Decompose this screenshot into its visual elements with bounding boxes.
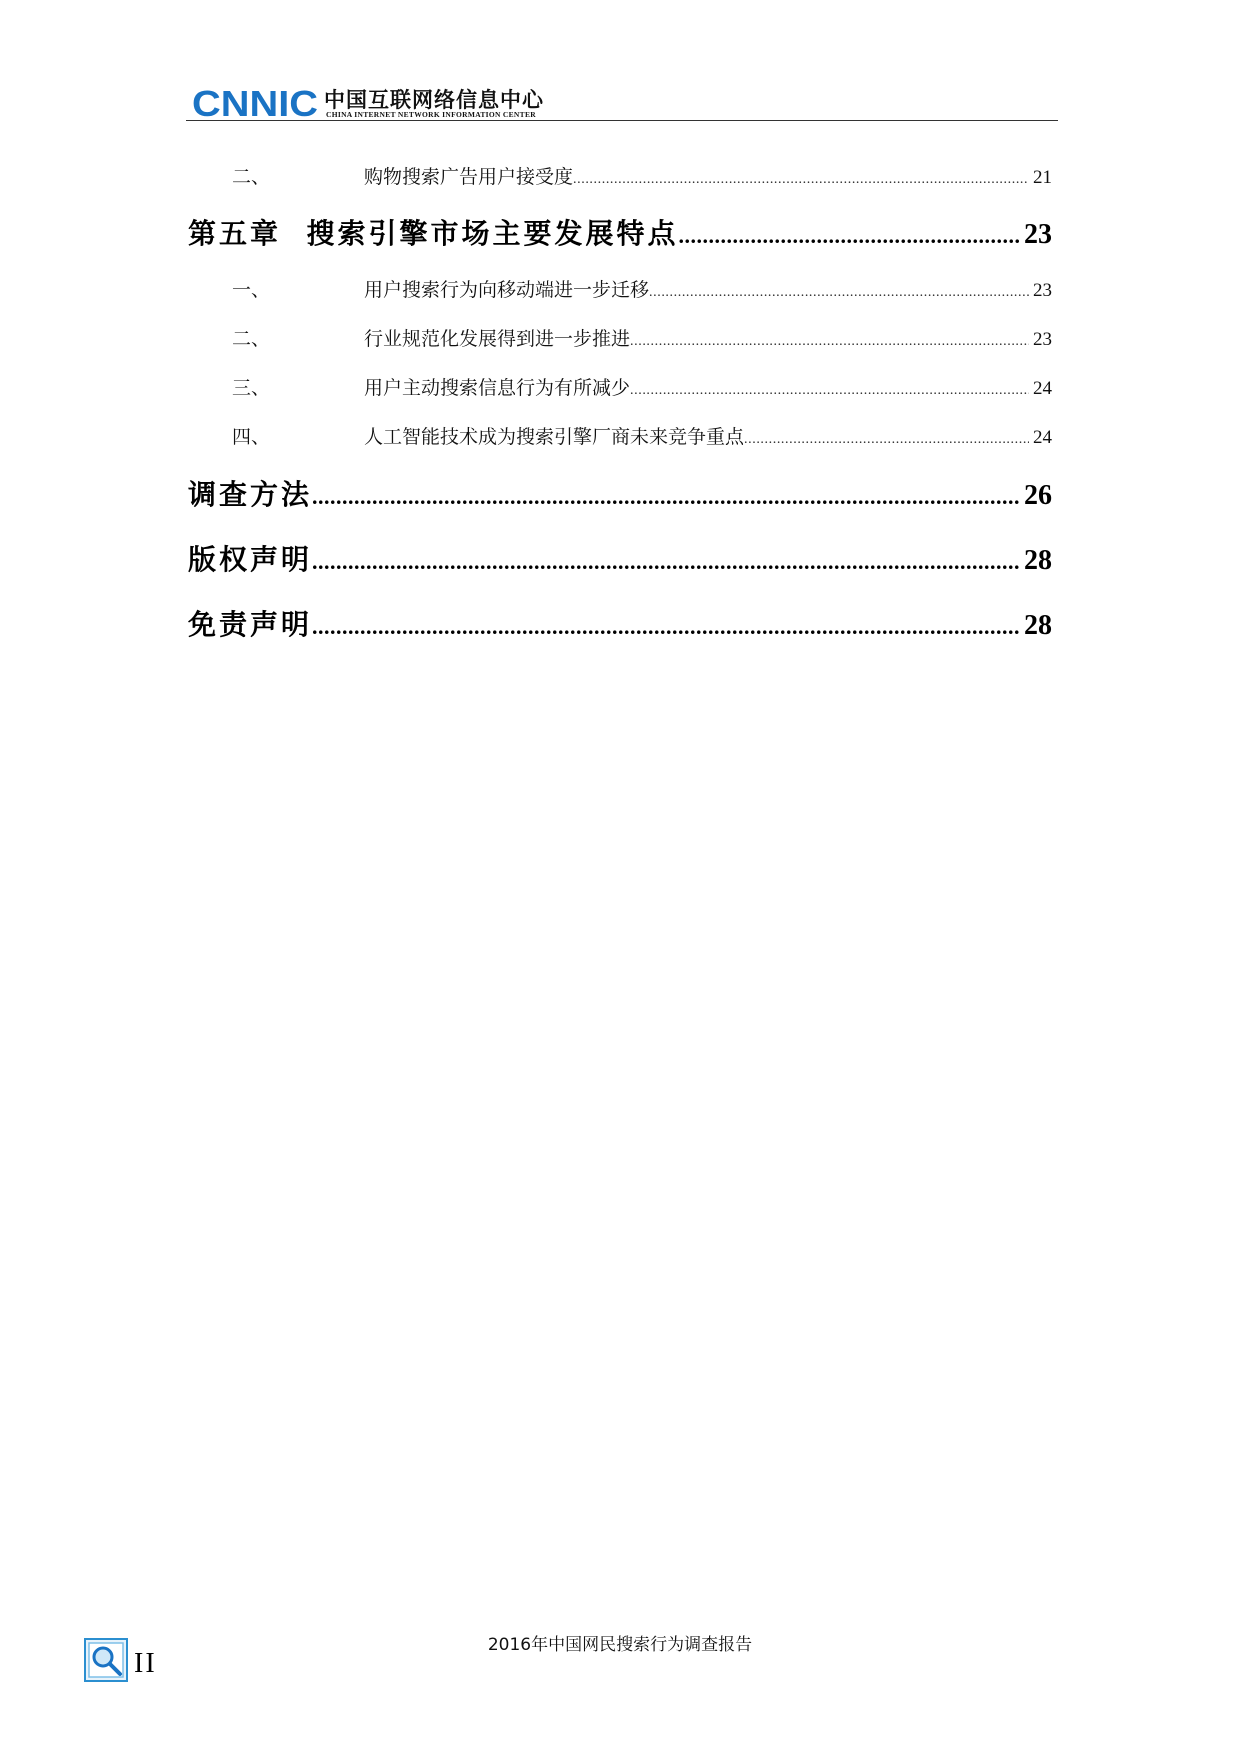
org-name-en: CHINA INTERNET NETWORK INFORMATION CENTER: [326, 110, 536, 119]
toc-entry-page: 23: [1033, 280, 1052, 301]
toc-entry-title: 购物搜索广告用户接受度: [364, 166, 574, 188]
toc-entry[interactable]: [232, 275, 1052, 302]
toc-leader-dots: [312, 614, 1020, 640]
toc-leader-dots: [573, 172, 1029, 188]
toc-entry-title: 用户搜索行为向移动端进一步迁移: [364, 279, 650, 301]
toc-leader-dots: [312, 484, 1020, 510]
svg-text:CNNIC: CNNIC: [192, 86, 318, 120]
toc-chapter-entry[interactable]: [188, 473, 1052, 513]
toc-chapter-title: 第五章 搜索引擎市场主要发展特点: [188, 217, 679, 250]
toc-leader-dots: [630, 383, 1029, 399]
toc-chapter-title: 调查方法: [188, 478, 313, 511]
cnnic-logo: [192, 86, 320, 120]
footer-report-title: 2016年中国网民搜索行为调查报告: [487, 1635, 753, 1655]
toc-chapter-page: 28: [1024, 610, 1052, 641]
toc-entry[interactable]: [232, 422, 1052, 449]
toc-entry-title: 行业规范化发展得到进一步推进: [364, 328, 631, 350]
toc-chapter-entry[interactable]: [188, 603, 1052, 643]
toc-entry-number: 四、: [232, 426, 271, 448]
toc-entry-number: 二、: [232, 166, 271, 188]
org-name-cn: 中国互联网络信息中心: [324, 87, 544, 112]
toc-entry-page: 21: [1033, 167, 1052, 188]
toc-leader-dots: [630, 334, 1029, 350]
magnifier-icon: [84, 1638, 128, 1682]
page-header: [186, 84, 1058, 120]
toc-leader-dots: [312, 549, 1020, 575]
toc-leader-dots: [744, 432, 1029, 448]
toc-entry-title: 用户主动搜索信息行为有所减少: [364, 377, 631, 399]
toc-leader-dots: [649, 285, 1029, 301]
toc-chapter-entry[interactable]: [188, 212, 1052, 252]
toc-entry-number: 二、: [232, 328, 271, 350]
toc-entry-page: 24: [1033, 427, 1052, 448]
toc-entry[interactable]: [232, 324, 1052, 351]
toc-chapter-page: 23: [1024, 219, 1052, 250]
toc-chapter-page: 28: [1024, 545, 1052, 576]
toc-entry-page: 23: [1033, 329, 1052, 350]
toc-entry-number: 三、: [232, 377, 271, 399]
toc-chapter-page: 26: [1024, 480, 1052, 511]
toc-chapter-entry[interactable]: [188, 538, 1052, 578]
footer-page-number: II: [134, 1648, 157, 1679]
toc-leader-dots: [679, 223, 1021, 249]
toc-chapter-title: 版权声明: [188, 543, 313, 576]
header-divider: [186, 120, 1058, 121]
toc-entry[interactable]: [232, 373, 1052, 400]
toc-entry-page: 24: [1033, 378, 1052, 399]
toc-entry-title: 人工智能技术成为搜索引擎厂商未来竞争重点: [364, 426, 745, 448]
toc-entry-number: 一、: [232, 279, 271, 301]
toc-entry[interactable]: [232, 162, 1052, 189]
toc-chapter-title: 免责声明: [188, 608, 313, 641]
